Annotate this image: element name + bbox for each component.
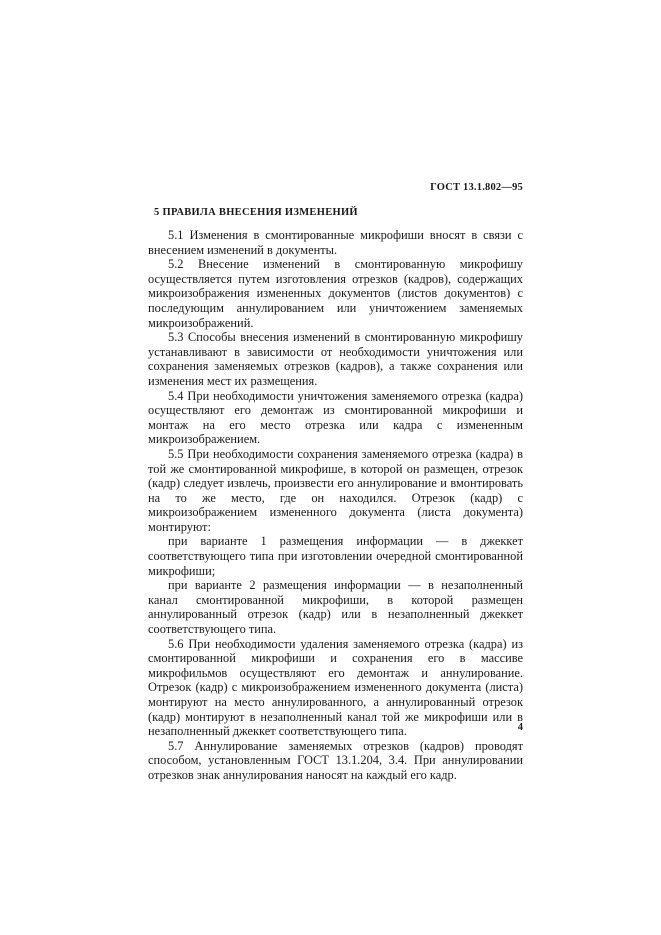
paragraph-5-5: 5.5 При необходимости сохранения заменяемого отрезка (кадра) в той же смонтированной микрофише, в которой он размещен, отрезок (кадр) следует извлечь, произвести его аннулирование и вмонтировать на то же место, где он находился. Отрезок (кадр) с микроизображением измененного документа (листа документа) монтируют: xyxy=(148,446,523,534)
paragraph-5-1: 5.1 Изменения в смонтированные микрофиши вносят в связи с внесением изменений в документы. xyxy=(148,228,523,257)
paragraph-5-7: 5.7 Аннулирование заменяемых отрезков (кадров) проводят способом, установленным ГОСТ 13.1.204, 3.4. При аннулировании отрезков знак аннулирования наносят на каждый его кадр. xyxy=(148,738,523,782)
paragraph-5-5-variant-2: при варианте 2 размещения информации — в незаполненный канал смонтированной микрофиши, в которой размещен аннулированный отрезок (кадр) или в незаполненный джеккет соответствующего типа. xyxy=(148,578,523,637)
paragraph-5-2: 5.2 Внесение изменений в смонтированную микрофишу осуществляется путем изготовления отрезков (кадров), содержащих микроизображения измененных документов (листов документов) с последующим аннулированием или уничтожением заменяемых микроизображений. xyxy=(148,257,523,330)
paragraph-5-6: 5.6 При необходимости удаления заменяемого отрезка (кадра) из смонтированной микрофиши и сохранения его в массиве микрофильмов осуществляют его демонтаж и аннулирование. Отрезок (кадр) с микроизображением измененного документа (листа) монтируют на место аннулированного, а аннулированный отрезок (кадр) монтируют в незаполненный канал той же микрофиши или в незаполненный джеккет соответствующего типа. xyxy=(148,636,523,739)
body-text xyxy=(148,228,523,783)
paragraph-5-3: 5.3 Способы внесения изменений в смонтированную микрофишу устанавливают в зависимости от необходимости уничтожения или сохранения заменяемых отрезков (кадров), а также сохранения или изменения мест их размещения. xyxy=(148,330,523,388)
document-code-header: ГОСТ 13.1.802—95 xyxy=(430,182,523,193)
section-heading: 5 ПРАВИЛА ВНЕСЕНИЯ ИЗМЕНЕНИЙ xyxy=(154,207,358,218)
paragraph-5-5-variant-1: при варианте 1 размещения информации — в джеккет соответствующего типа при изготовлении очередной смонтированной микрофиши; xyxy=(148,534,523,578)
page-number: 4 xyxy=(517,722,523,733)
paragraph-5-4: 5.4 При необходимости уничтожения заменяемого отрезка (кадра) осуществляют его демонтаж из смонтированной микрофиши и монтаж на его место отрезка или кадра с измененным микроизображением. xyxy=(148,388,523,447)
